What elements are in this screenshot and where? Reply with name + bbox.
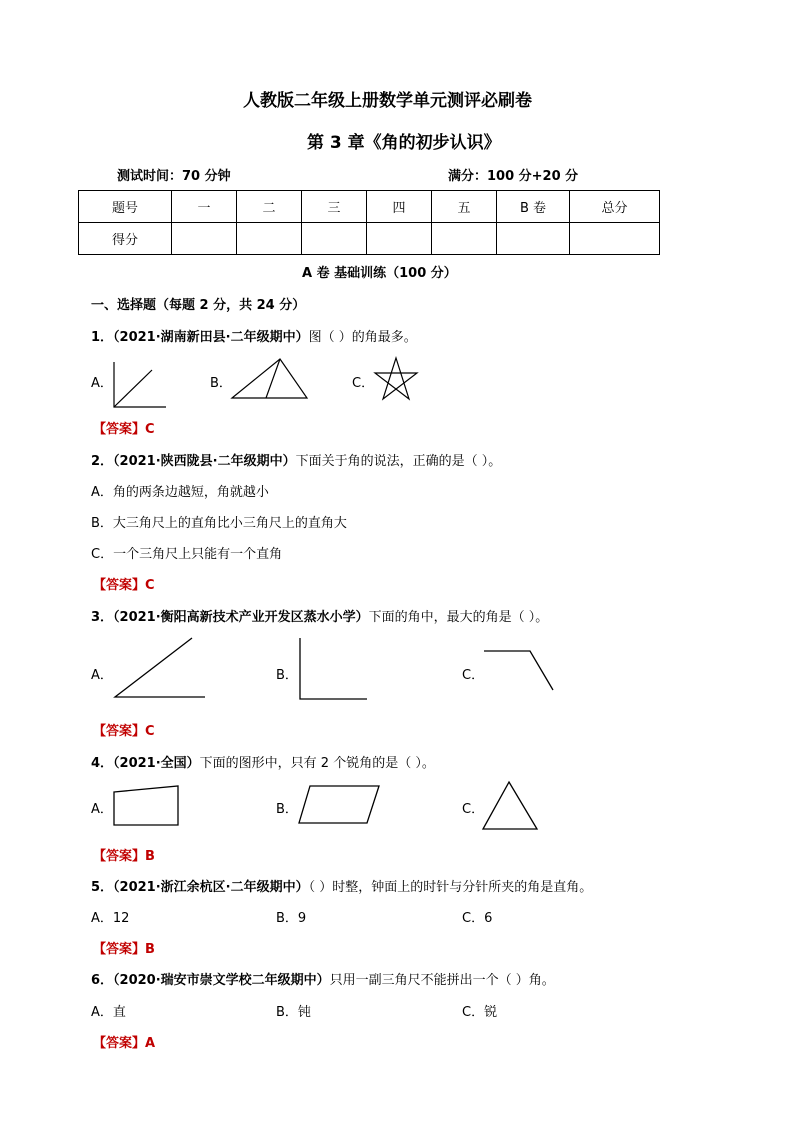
q2-option-a: A．角的两条边越短，角就越小 <box>91 485 269 500</box>
q1-figure-c-star <box>374 356 420 402</box>
question-source: （2021·浙江余杭区·二年级期中） <box>113 880 309 895</box>
score-table-score-row <box>79 223 660 255</box>
score-row-label: 得分 <box>79 223 172 255</box>
question-1 <box>91 326 417 345</box>
table-header-cell: 二 <box>237 191 302 223</box>
question-5 <box>91 876 592 895</box>
question-source: （2021·陕西陇县·二年级期中） <box>113 454 296 469</box>
score-cell[interactable] <box>237 223 302 255</box>
q1-option-c-label: C． <box>352 376 375 391</box>
q4-figure-a-quadrilateral <box>112 784 182 828</box>
score-cell[interactable] <box>302 223 367 255</box>
q4-option-c-label: C． <box>462 802 485 817</box>
question-text: 下面的图形中，只有 2 个锐角的是（ ）。 <box>199 756 435 771</box>
full-score: 满分：100 分+20 分 <box>448 169 579 184</box>
answer-value: C <box>145 724 155 739</box>
q1-figure-b <box>230 356 310 401</box>
q3-figure-a-angle <box>112 636 208 700</box>
answer-label: 【答案】 <box>93 724 146 739</box>
q4-option-b-label: B． <box>276 802 298 817</box>
q4-figure-c-triangle <box>481 780 541 832</box>
test-time: 测试时间：70 分钟 <box>117 169 231 184</box>
question-number: 2． <box>91 454 114 469</box>
table-header-cell: 三 <box>302 191 367 223</box>
question-text: 只用一副三角尺不能拼出一个（ ）角。 <box>329 973 555 988</box>
q3-figure-c-obtuse-angle <box>482 648 557 692</box>
table-header-cell: 总分 <box>570 191 660 223</box>
answer-value: A <box>145 1036 156 1051</box>
q3-figure-b-right-angle <box>297 636 369 702</box>
question-number: 6． <box>91 973 114 988</box>
q6-option-a: A．直 <box>91 1005 126 1020</box>
q4-answer <box>93 845 155 864</box>
question-source: （2020·瑞安市崇文学校二年级期中） <box>113 973 330 988</box>
q1-option-a-label: A． <box>91 376 113 391</box>
question-text: （ ）时整，钟面上的时针与分针所夹的角是直角。 <box>308 880 593 895</box>
answer-value: B <box>145 942 155 957</box>
question-6 <box>91 969 555 988</box>
q3-answer <box>93 720 155 739</box>
q3-option-a-label: A． <box>91 668 113 683</box>
score-cell[interactable] <box>570 223 660 255</box>
question-number: 1． <box>91 330 114 345</box>
question-number: 3． <box>91 610 114 625</box>
question-source: （2021·衡阳高新技术产业开发区蒸水小学） <box>113 610 369 625</box>
score-table <box>78 190 660 255</box>
q3-option-c-label: C． <box>462 668 485 683</box>
question-text: 下面关于角的说法，正确的是（ ）。 <box>295 454 502 469</box>
question-number: 5． <box>91 880 114 895</box>
q1-answer <box>93 418 155 437</box>
answer-value: C <box>145 422 155 437</box>
question-2 <box>91 450 501 469</box>
q1-figure-a <box>112 360 168 410</box>
answer-value: C <box>145 578 155 593</box>
answer-label: 【答案】 <box>93 422 146 437</box>
table-header-cell: B 卷 <box>497 191 570 223</box>
section-a-heading: A 卷 基础训练（100 分） <box>302 266 457 281</box>
table-header-cell: 一 <box>172 191 237 223</box>
question-text: 图（ ）的角最多。 <box>308 330 417 345</box>
chapter-subtitle: 第 3 章《角的初步认识》 <box>307 133 501 153</box>
q4-option-a-label: A． <box>91 802 113 817</box>
document-title: 人教版二年级上册数学单元测评必刷卷 <box>243 91 532 111</box>
question-source: （2021·湖南新田县·二年级期中） <box>113 330 309 345</box>
answer-label: 【答案】 <box>93 942 146 957</box>
question-number: 4． <box>91 756 114 771</box>
question-4 <box>91 752 435 771</box>
table-header-cell: 题号 <box>79 191 172 223</box>
q5-option-a: A．12 <box>91 911 130 926</box>
answer-value: B <box>145 849 155 864</box>
answer-label: 【答案】 <box>93 578 146 593</box>
q2-option-b: B．大三角尺上的直角比小三角尺上的直角大 <box>91 516 347 531</box>
q5-option-b: B．9 <box>276 911 307 926</box>
question-source: （2021·全国） <box>113 756 200 771</box>
q2-option-c: C．一个三角尺上只能有一个直角 <box>91 547 283 562</box>
table-header-cell: 四 <box>367 191 432 223</box>
q6-option-b: B．钝 <box>276 1005 311 1020</box>
q6-answer <box>93 1032 155 1051</box>
answer-label: 【答案】 <box>93 1036 146 1051</box>
q4-figure-b-parallelogram <box>297 784 383 826</box>
q5-option-c: C．6 <box>462 911 493 926</box>
table-header-cell: 五 <box>432 191 497 223</box>
part-one-heading: 一、选择题（每题 2 分，共 24 分） <box>91 298 306 313</box>
score-cell[interactable] <box>497 223 570 255</box>
q3-option-b-label: B． <box>276 668 298 683</box>
question-3 <box>91 606 548 625</box>
score-table-header-row <box>79 191 660 223</box>
question-text: 下面的角中，最大的角是（ ）。 <box>368 610 549 625</box>
score-cell[interactable] <box>172 223 237 255</box>
score-cell[interactable] <box>367 223 432 255</box>
answer-label: 【答案】 <box>93 849 146 864</box>
q6-option-c: C．锐 <box>462 1005 498 1020</box>
q1-option-b-label: B． <box>210 376 232 391</box>
score-cell[interactable] <box>432 223 497 255</box>
q5-answer <box>93 938 155 957</box>
q2-answer <box>93 574 155 593</box>
